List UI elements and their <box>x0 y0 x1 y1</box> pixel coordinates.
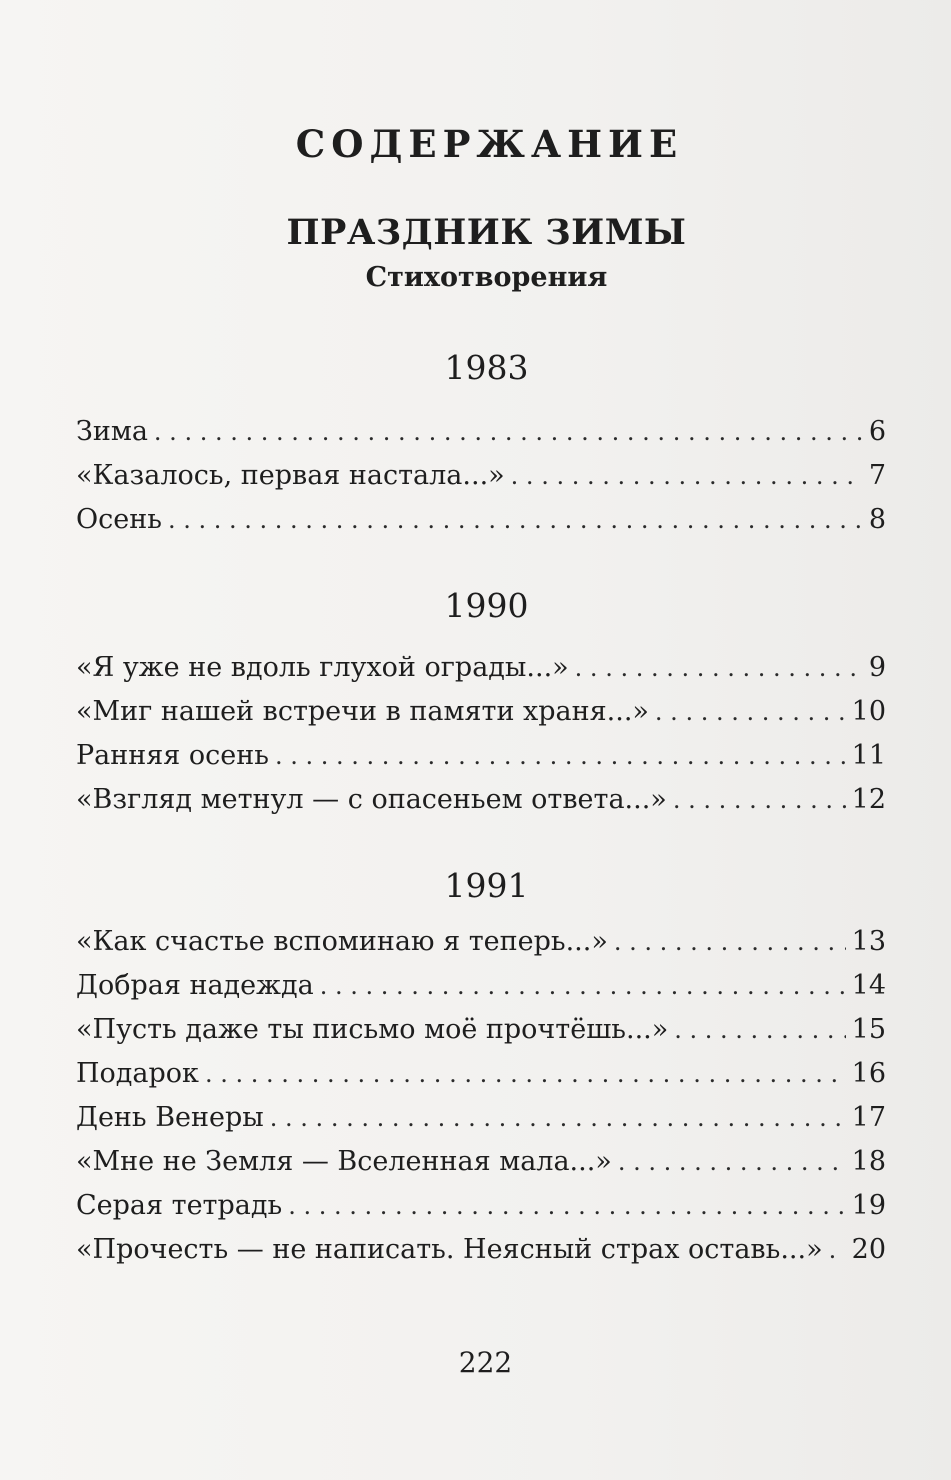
toc-entry-title: Добрая надежда <box>76 970 314 1001</box>
toc-entry <box>76 690 886 734</box>
toc-entry-title: Зима <box>76 416 148 447</box>
toc-leader-dots <box>618 1140 846 1184</box>
toc-leader-dots <box>614 920 846 964</box>
toc-entry-title: Ранняя осень <box>76 740 269 771</box>
book-subtitle: Стихотворения <box>365 262 608 293</box>
toc-leader-dots <box>511 454 863 498</box>
toc-entry <box>76 1096 886 1140</box>
toc-entry <box>76 1140 886 1184</box>
toc-list-1983 <box>76 410 886 542</box>
toc-leader-dots <box>288 1184 845 1228</box>
toc-entry-title: «Пусть даже ты письмо моё прочтёшь...» <box>76 1014 669 1045</box>
toc-entry-title: День Венеры <box>76 1102 264 1133</box>
toc-entry-title: Подарок <box>76 1058 199 1089</box>
toc-entry-page: 9 <box>868 652 886 683</box>
toc-entry-page: 8 <box>868 504 886 535</box>
toc-entry-page: 6 <box>868 416 886 447</box>
toc-entry <box>76 646 886 690</box>
toc-entry-title: Серая тетрадь <box>76 1190 283 1221</box>
toc-leader-dots <box>275 734 846 778</box>
toc-leader-dots <box>673 778 846 822</box>
toc-entry <box>76 498 886 542</box>
toc-leader-dots <box>205 1052 846 1096</box>
toc-entry-title: Осень <box>76 504 162 535</box>
toc-entry-title: «Миг нашей встречи в памяти храня...» <box>76 696 649 727</box>
toc-entry <box>76 778 886 822</box>
toc-entry-title: «Мне не Земля — Вселенная мала...» <box>76 1146 612 1177</box>
toc-entry-title: «Казалось, первая настала...» <box>76 460 505 491</box>
toc-leader-dots <box>320 964 846 1008</box>
toc-entry-page: 19 <box>851 1190 886 1221</box>
toc-entry-page: 12 <box>851 784 886 815</box>
toc-entry-title: «Прочесть — не написать. Неясный страх оставь...» <box>76 1234 823 1265</box>
toc-entry-page: 7 <box>868 460 886 491</box>
toc-list-1991 <box>76 920 886 1272</box>
toc-leader-dots <box>168 498 863 542</box>
toc-leader-dots <box>154 410 863 454</box>
section-year-1990: 1990 <box>444 586 529 625</box>
contents-title: СОДЕРЖАНИЕ <box>295 122 684 166</box>
toc-leader-dots <box>655 690 846 734</box>
toc-entry-page: 13 <box>851 926 886 957</box>
book-title: ПРАЗДНИК ЗИМЫ <box>286 212 687 253</box>
toc-leader-dots <box>270 1096 846 1140</box>
toc-entry-page: 17 <box>851 1102 886 1133</box>
page-number: 222 <box>458 1346 513 1379</box>
toc-entry-page: 15 <box>851 1014 886 1045</box>
toc-leader-dots <box>674 1008 845 1052</box>
toc-entry-title: «Взгляд метнул — с опасеньем ответа...» <box>76 784 667 815</box>
toc-entry <box>76 1228 886 1272</box>
toc-leader-dots <box>829 1228 846 1272</box>
section-year-1983: 1983 <box>444 348 529 387</box>
toc-entry-page: 10 <box>851 696 886 727</box>
toc-entry <box>76 920 886 964</box>
toc-entry-page: 18 <box>851 1146 886 1177</box>
toc-entry-page: 16 <box>851 1058 886 1089</box>
toc-entry-title: «Как счастье вспоминаю я теперь...» <box>76 926 608 957</box>
toc-entry <box>76 1184 886 1228</box>
toc-entry <box>76 1008 886 1052</box>
toc-entry <box>76 410 886 454</box>
toc-entry <box>76 734 886 778</box>
toc-entry <box>76 1052 886 1096</box>
toc-list-1990 <box>76 646 886 822</box>
toc-entry <box>76 454 886 498</box>
toc-entry-page: 20 <box>851 1234 886 1265</box>
toc-entry-page: 11 <box>851 740 886 771</box>
toc-entry <box>76 964 886 1008</box>
section-year-1991: 1991 <box>444 866 529 905</box>
toc-entry-page: 14 <box>851 970 886 1001</box>
toc-entry-title: «Я уже не вдоль глухой ограды...» <box>76 652 569 683</box>
toc-leader-dots <box>575 646 863 690</box>
